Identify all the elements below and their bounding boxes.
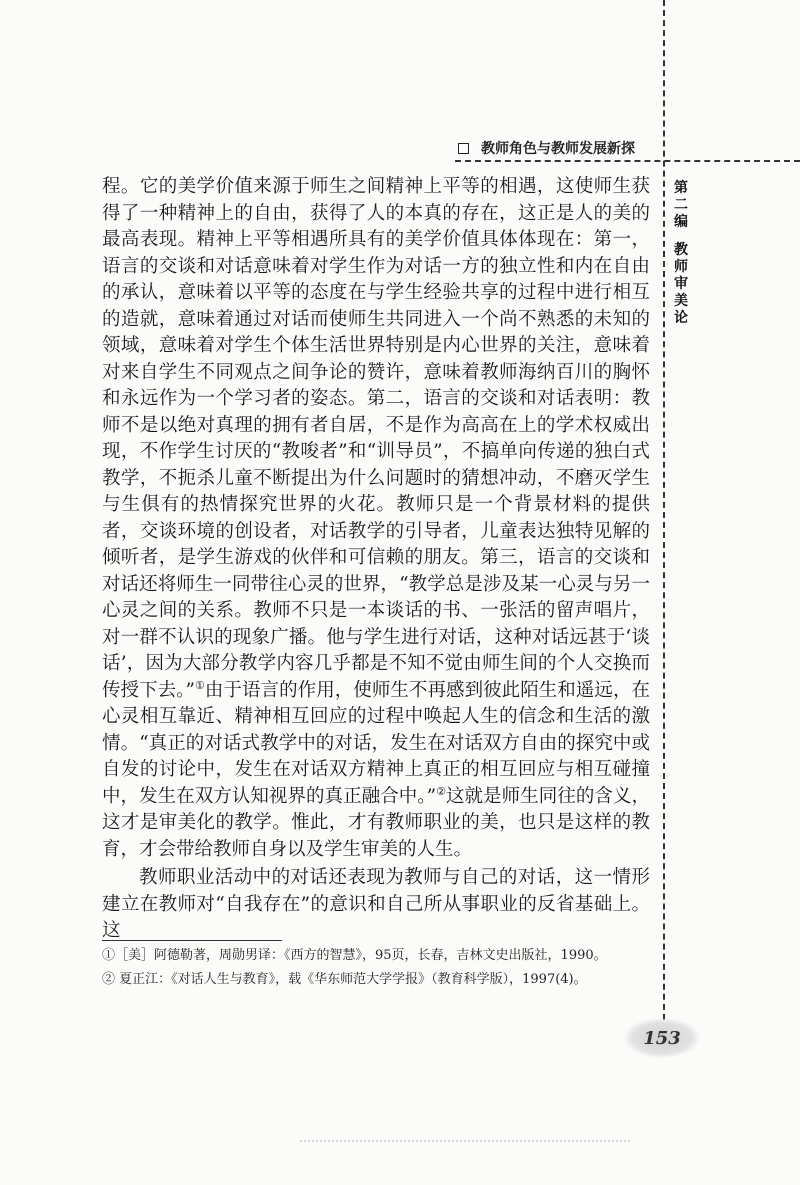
- side-section-label: 教师审美论: [674, 242, 688, 326]
- page-number: 153: [624, 1018, 700, 1058]
- body-text: [102, 174, 650, 945]
- footnotes: [102, 945, 650, 993]
- running-header: [458, 138, 635, 158]
- header-dashed-rule: [455, 160, 800, 162]
- paragraph: 教师职业活动中的对话还表现为教师与自己的对话，这一情形建立在教师对“自我存在”的意识和自己所从事职业的反省基础上。这: [102, 867, 650, 941]
- footnote-ref: ①: [194, 678, 205, 692]
- square-bullet-icon: [458, 143, 469, 154]
- footnote-ref: ②: [436, 784, 447, 798]
- scan-smudge: [300, 1140, 630, 1142]
- margin-dashed-vertical: [663, 0, 665, 1050]
- side-part-label: 第二编: [674, 180, 688, 230]
- footnote-rule: [102, 940, 282, 941]
- footnote: ①［美］阿德勒著，周勋男译：《西方的智慧》，95页，长春，吉林文史出版社，1990。: [102, 948, 607, 963]
- paragraph: 程。它的美学价值来源于师生之间精神上平等的相遇，这使师生获得了一种精神上的自由，获得了人的本真的存在，这正是人的美的最高表现。精神上平等相遇所具有的美学价值具体体现在：第一，语言的交谈和对话意味着对学生作为对话一方的独立性和内在自由的承认，意味着以平等的态度在与学生经验共享的过程中进行相互的造就，意味着通过对话而使师生共同进入一个尚不熟悉的未知的领域，意味着对学生个体生活世界特别是内心世界的关注，意味着对来自学生不同观点之间争论的赞许，意味着教师海纳百川的胸怀和永远作为一个学习者的姿态。第二，语言的交谈和对话表明：教师不是以绝对真理的拥有者自居，不是作为高高在上的学术权威出现，不作学生讨厌的“教唆者”和“训导员”，不搞单向传递的独白式教学，不扼杀儿童不断提出为什么问题时的猜想冲动，不磨灭学生与生俱有的热情探究世界的火花。教师只是一个背景材料的提供者，交谈环境的创设者，对话教学的引导者，儿童表达独特见解的倾听者，是学生游戏的伙伴和可信赖的朋友。第三，语言的交谈和对话还将师生一同带往心灵的世界，“教学总是涉及某一心灵与另一心灵之间的关系。教师不只是一本谈话的书、一张活的留声唱片，对一群不认识的现象广播。他与学生进行对话，这种对话远甚于‘谈话’，因为大部分教学内容几乎都是不知不觉由师生间的个人交换而传授下去。”①由于语言的作用，使师生不再感到彼此陌生和遥远，在心灵相互靠近、精神相互回应的过程中唤起人生的信念和生活的激情。“真正的对话式教学中的对话，发生在对话双方自由的探究中或自发的讨论中，发生在对话双方精神上真正的相互回应与相互碰撞中，发生在双方认知视界的真正融合中。”②这就是师生同往的含义，这才是审美化的教学。惟此，才有教师职业的美，也只是这样的教育，才会带给教师自身以及学生审美的人生。: [102, 176, 650, 860]
- footnote: ② 夏正江：《对话人生与教育》，载《华东师范大学学报》（教育科学版），1997(4)。: [102, 972, 587, 987]
- running-header-title: 教师角色与教师发展新探: [481, 141, 635, 157]
